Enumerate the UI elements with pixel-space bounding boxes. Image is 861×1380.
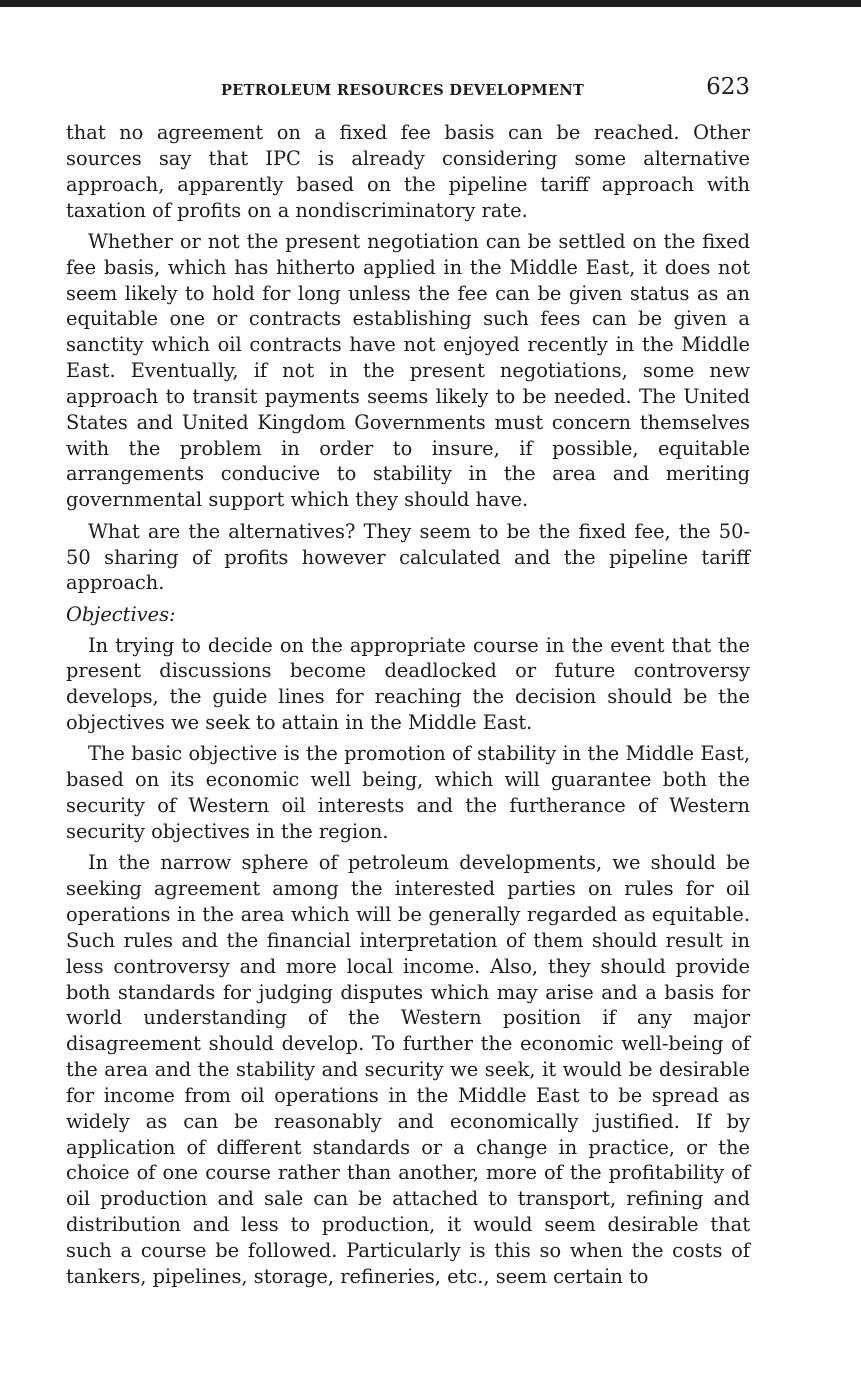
paragraph: In trying to decide on the appropriate course in the event that the present discussions become deadlocked or future controversy develops, the guide lines for reaching the decision should be the objectives we seek to attain in the Middle East.	[66, 633, 750, 735]
page-body	[66, 120, 750, 1295]
running-head: PETROLEUM RESOURCES DEVELOPMENT	[221, 82, 585, 99]
page-number: 623	[706, 74, 750, 100]
section-heading-objectives: Objectives:	[66, 602, 176, 626]
scan-top-border	[0, 0, 861, 7]
paragraph: In the narrow sphere of petroleum developments, we should be seeking agreement among the interested parties on rules for oil operations in the area which will be generally regarded as equitable. Such rules and the financial interpretation of them should result in less controversy and more local income. Also, they should provide both standards for judging disputes which may arise and a basis for world understanding of the Western position if any major disagreement should develop. To further the economic well-being of the area and the stability and security we seek, it would be desirable for income from oil operations in the Middle East to be spread as widely as can be reasonably and economically justified. If by application of different standards or a change in practice, or the choice of one course rather than another, more of the profitability of oil production and sale can be attached to transport, refining and distribution and less to production, it would seem desirable that such a course be followed. Particularly is this so when the costs of tankers, pipelines, storage, refineries, etc., seem certain to	[66, 851, 750, 1288]
paragraph: The basic objective is the promotion of stability in the Middle East, based on its economic well being, which will guarantee both the security of Western oil interests and the furtherance of Western security objectives in the region.	[66, 742, 750, 843]
page-header	[66, 74, 750, 104]
paragraph: What are the alternatives? They seem to be the fixed fee, the 50-50 sharing of profits however calculated and the pipeline tariff approach.	[66, 519, 750, 595]
paragraph: that no agreement on a fixed fee basis can be reached. Other sources say that IPC is already considering some alternative approach, apparently based on the pipeline tariff approach with taxation of profits on a nondiscriminatory rate.	[66, 121, 750, 222]
paragraph: Whether or not the present negotiation can be settled on the fixed fee basis, which has hitherto applied in the Middle East, it does not seem likely to hold for long unless the fee can be given status as an equitable one or contracts establishing such fees can be given a sanctity which oil contracts have not enjoyed recently in the Middle East. Eventually, if not in the present negotiations, some new approach to transit payments seems likely to be needed. The United States and United Kingdom Governments must concern themselves with the problem in order to insure, if possible, equitable arrangements conducive to stability in the area and meriting governmental support which they should have.	[66, 229, 750, 512]
